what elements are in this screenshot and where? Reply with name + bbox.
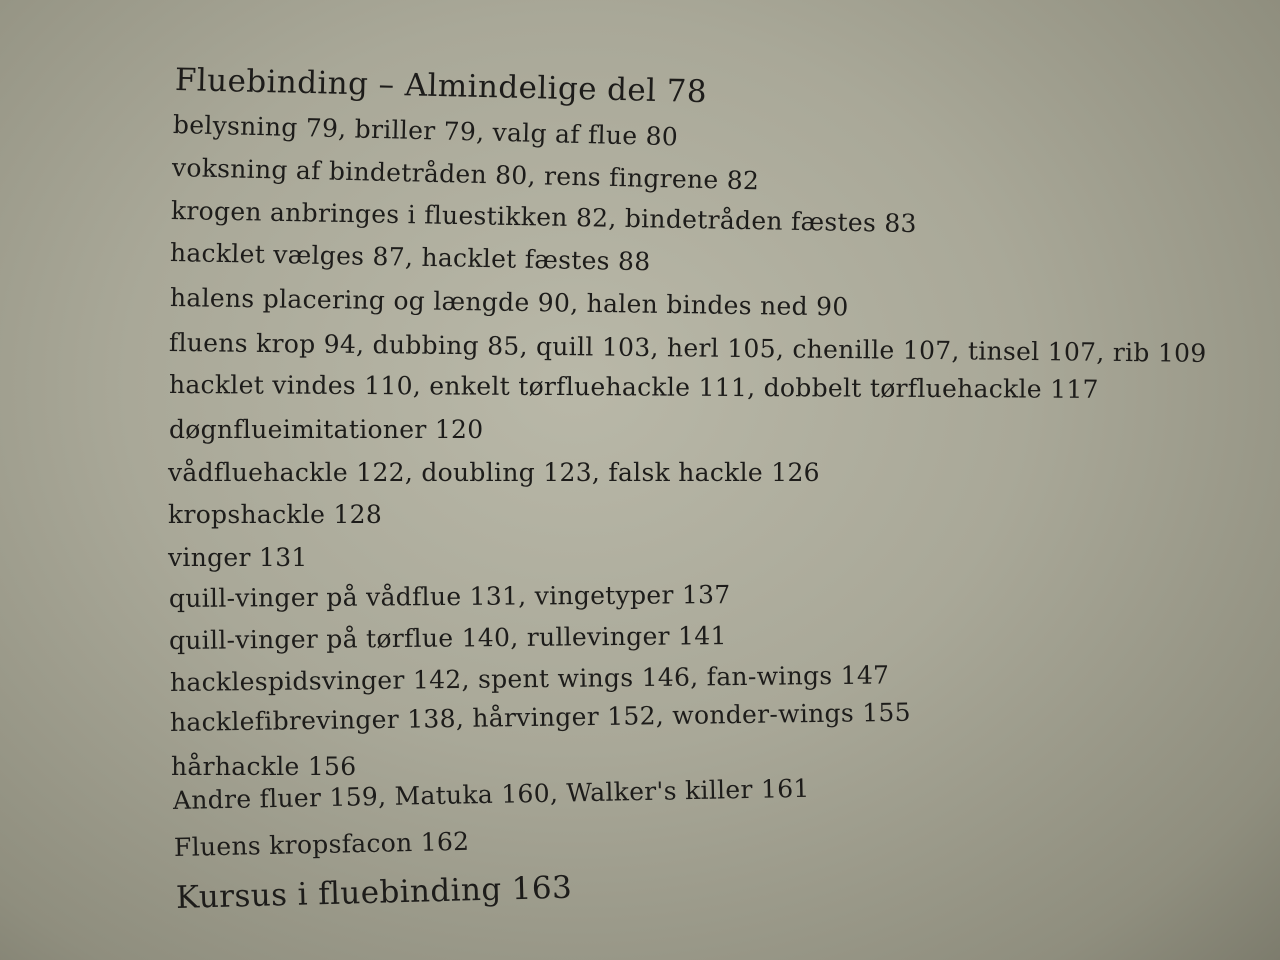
toc-line: hacklet vindes 110, enkelt tørfluehackle 111, dobbelt tørfluehackle 117 [168, 370, 1099, 404]
toc-line: vinger 131 [168, 543, 308, 572]
toc-line: belysning 79, briller 79, valg af flue 80 [172, 110, 679, 152]
toc-line: quill-vinger på tørflue 140, rullevinger 141 [168, 621, 727, 655]
toc-line: hacklespidsvinger 142, spent wings 146, fan-wings 147 [169, 660, 890, 697]
toc-line: Fluens kropsfacon 162 [173, 826, 470, 862]
toc-line: vådfluehackle 122, doubling 123, falsk hackle 126 [168, 458, 820, 487]
toc-line: krogen anbringes i fluestikken 82, bindetråden fæstes 83 [170, 196, 918, 239]
toc-line: døgnflueimitationer 120 [169, 415, 484, 444]
toc-line: hacklet vælges 87, hacklet fæstes 88 [169, 238, 651, 277]
toc-line: fluens krop 94, dubbing 85, quill 103, herl 105, chenille 107, tinsel 107, rib 109 [168, 328, 1207, 368]
toc-line: hårhackle 156 [171, 752, 357, 781]
toc-line: voksning af bindetråden 80, rens fingrene 82 [171, 153, 760, 196]
toc-line: halens placering og længde 90, halen bindes ned 90 [169, 283, 849, 322]
toc-heading: Fluebinding – Almindelige del 78 [174, 62, 708, 111]
toc-line: quill-vinger på vådflue 131, vingetyper 137 [168, 580, 731, 613]
toc-line: Andre fluer 159, Matuka 160, Walker's killer 161 [172, 773, 810, 815]
toc-line: hacklefibrevinger 138, hårvinger 152, wonder-wings 155 [169, 697, 912, 737]
toc-footer-heading: Kursus i fluebinding 163 [175, 869, 573, 916]
toc-line: kropshackle 128 [168, 500, 383, 529]
